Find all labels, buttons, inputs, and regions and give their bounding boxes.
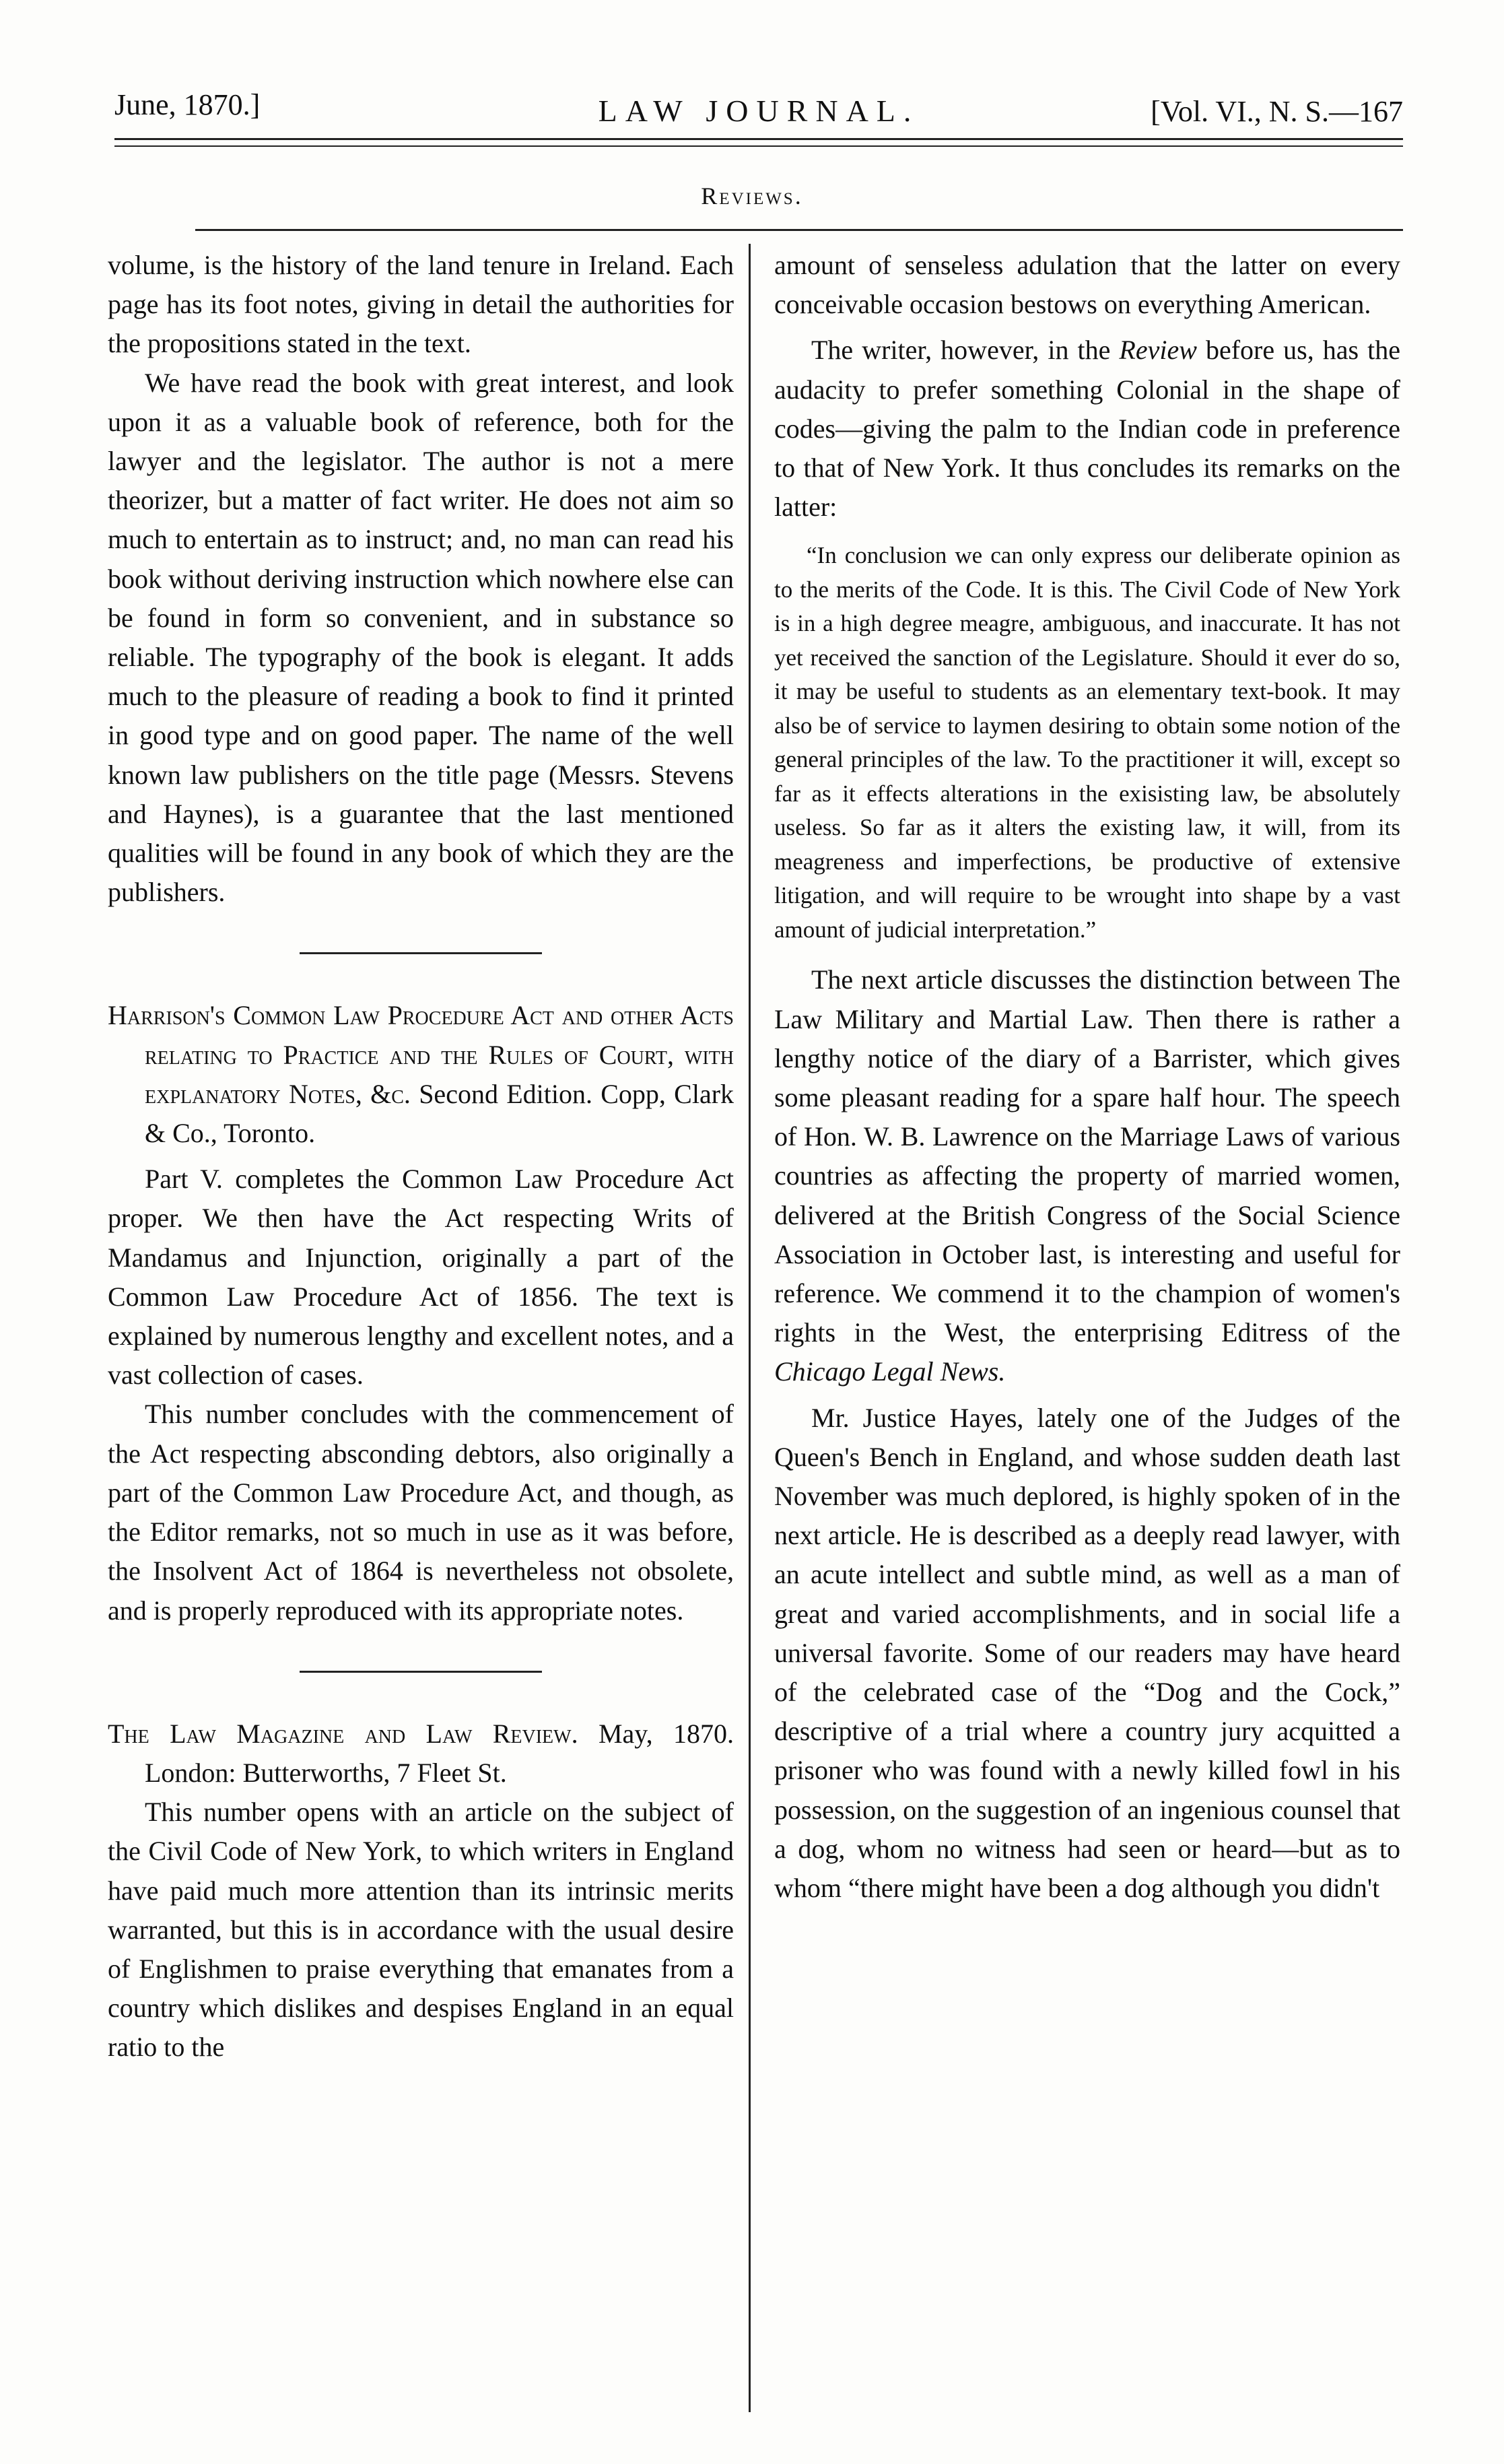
review-divider [300,952,542,954]
chicago-legal-news-italic: Chicago Legal News. [774,1356,1006,1387]
review-divider [300,1671,542,1673]
review-heading-harrison [108,996,734,1153]
header-date: June, 1870.] [114,88,261,121]
header-double-rule [114,138,1403,147]
header-journal-title: LAW JOURNAL. [598,94,920,128]
block-quote: “In conclusion we can only express our deliberate opinion as to the merits of the Code. It is this. The Civil Code of New York is in a high degree meagre, ambiguous, and inaccurate. It has not yet received the sanction of the Legislature. Should it ever do so, it may be useful to students as an elementary text-book. It may also be of service to laymen desiring to obtain some notion of the general principles of the law. To the practitioner it will, except so far as it effects alterations in the exisisting law, be absolutely useless. So far as it alters the existing law, it will, from its meagreness and imperfections, be productive of extensive litigation, and will require to be wrought into shape by a vast amount of judicial interpretation.” [774,542,1400,943]
left-paragraph-2: We have read the book with great interest, and look upon it as a valuable book of reference, both for the lawyer and the legislator. The author is not a mere theorizer, but a matter of fact writer. He does not aim so much to entertain as to instruct; and, no man can read his book without deriving instruction which nowhere else can be found in form so convenient, and in substance so reliable. The typography of the book is elegant. It adds much to the pleasure of reading a book to find it printed in good type and on good paper. The name of the well known law publishers on the title page (Messrs. Stevens and Haynes), is a guarantee that the last mentioned qualities will be found in any book of which they are the publishers. [108,367,734,908]
header-volume: [Vol. VI., N. S.—167 [1151,95,1403,128]
right-paragraph-2-text-a: The writer, however, in the [811,335,1120,366]
left-column [108,246,734,2067]
review-title-law-magazine: The Law Magazine and Law Review. [108,1718,578,1749]
review-imprint-law-magazine: May, 1870. London: Butterworths, 7 Fleet St. [145,1718,734,1788]
left-paragraph-4: This number concludes with the commencement of the Act respecting absconding debtors, also originally a part of the Common Law Procedure Act, and though, as the Editor remarks, not so much in use as it was before, the Insolvent Act of 1864 is nevertheless not obsolete, and is properly reproduced with its appropriate notes. [108,1399,734,1626]
right-paragraph-2-text-b: before us, has the audacity to prefer something Colonial in the shape of codes—giving the palm to the Indian code in preference to that of New York. It thus concludes its remarks on the latter: [774,335,1401,523]
running-header [114,81,1403,141]
review-title-harrison: Harrison's Common Law Procedure Act and other Acts relating to Practice and the Rules of Court, with explanatory Notes, &c. [108,1000,734,1109]
section-rule [195,229,1403,231]
column-divider [749,244,751,2412]
left-paragraph-3: Part V. completes the Common Law Procedure Act proper. We then have the Act respecting Writs of Mandamus and Injunction, originally a part of the Common Law Procedure Act of 1856. The text is explained by numerous lengthy and excellent notes, and a vast collection of cases. [108,1164,734,1391]
right-paragraph-4: Mr. Justice Hayes, lately one of the Judges of the Queen's Bench in England, and whose sudden death last November was much deplored, is highly spoken of in the next article. He is described as a deeply read lawyer, with an acute intellect and subtle mind, as well as a man of great and varied accomplishments, and in social life a universal favorite. Some of our readers may have heard of the celebrated case of the “Dog and the Cock,” descriptive of a trial where a country jury acquitted a prisoner who was found with a newly killed fowl in his possession, on the suggestion of an ingenious counsel that a dog, whom no witness had seen or heard—but as to whom “there might have been a dog although you didn't [774,1402,1400,1904]
right-paragraph-3 [774,960,1400,1391]
section-heading: Reviews. [701,182,803,209]
right-column [774,246,1400,1908]
right-paragraph-3-text: The next article discusses the distinction between The Law Military and Martial Law. Then there is rather a lengthy notice of the diary of a Barrister, which gives some pleasant reading for a spare half hour. The speech of Hon. W. B. Lawrence on the Marriage Laws of various countries as affecting the property of married women, delivered at the British Congress of the Social Science Association in October last, is interesting and useful for reference. We commend it to the champion of women's rights in the West, the enterprising Editress of the [774,964,1400,1348]
right-paragraph-1: amount of senseless adulation that the latter on every conceivable occasion bestows on everything American. [774,250,1400,320]
review-heading-law-magazine [108,1714,734,1793]
review-imprint-harrison: Second Edition. Copp, Clark & Co., Toronto. [145,1078,734,1149]
left-paragraph-5: This number opens with an article on the subject of the Civil Code of New York, to which writers in England have paid much more attention than its intrinsic merits warranted, but this is in accordance with the usual desire of Englishmen to praise everything that emanates from a country which dislikes and despises England in an equal ratio to the [108,1797,734,2063]
review-italic: Review [1119,335,1197,366]
left-paragraph-1: volume, is the history of the land tenure in Ireland. Each page has its foot notes, giving in detail the authorities for the propositions stated in the text. [108,250,734,359]
right-paragraph-2 [774,331,1400,527]
